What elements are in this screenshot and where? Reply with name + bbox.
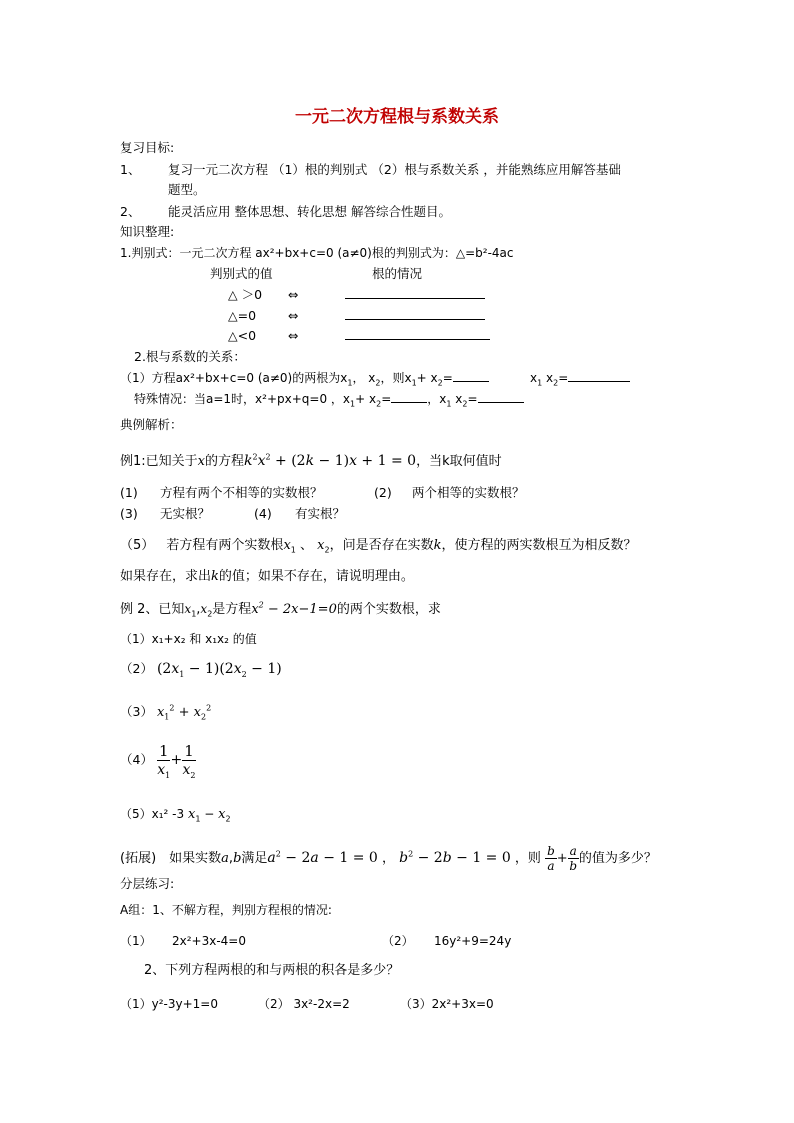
q-text: ，使方程的两实数根互为相反数？	[441, 538, 637, 553]
product-blank	[568, 369, 630, 382]
goal-text: 复习一元二次方程 （1）根的判别式 （2）根与系数关系 ，并能熟练应用解答基础	[168, 162, 621, 177]
ext-text: 满足	[241, 851, 268, 866]
q-label: （5）	[120, 538, 155, 553]
sum-blank	[453, 369, 489, 382]
rc-text: x	[530, 371, 538, 385]
ex1-text: 例1:已知关于	[120, 454, 198, 469]
answer-blank	[345, 298, 485, 299]
equation: 16y²+9=24y	[434, 934, 512, 948]
review-goal-1-cont: 题型。	[168, 182, 206, 197]
q-label: (4)	[254, 506, 272, 521]
delta-gt-zero: △ ＞0	[228, 287, 263, 302]
q-text: （5）x₁² -3	[120, 807, 185, 821]
group-a-q1-equations	[120, 932, 512, 950]
ext-text: 的值为多少？	[578, 851, 657, 866]
iff-icon: ⇔	[288, 308, 299, 323]
ex2-text: 的两个实数根，求	[336, 602, 441, 617]
q-label: (2)	[374, 485, 392, 500]
q-label: （3）	[120, 704, 153, 719]
ext-text: ，则	[514, 851, 541, 866]
goal-number: 1、	[120, 162, 141, 177]
q-text: 两个相等的实数根？	[412, 485, 525, 500]
ex2-q2	[120, 660, 282, 678]
iff-icon: ⇔	[288, 328, 299, 343]
q-text: ，问是否存在实数	[329, 538, 434, 553]
ext-text: (拓展) 如果实数	[120, 851, 222, 866]
equation: （3）2x²+3x=0	[400, 997, 494, 1011]
ex2-q5: （5）x₁² -3 $x_1 - x_2$	[120, 807, 231, 824]
discriminant-line: 1.判别式：一元二次方程 ax²+bx+c=0 (a≠0)根的判别式为：△=b²-4ac	[120, 246, 514, 260]
ex2-q3-expr: $x_1^2 + x_2^2$	[156, 703, 212, 722]
knowledge-heading: 知识整理:	[120, 224, 175, 239]
rc-text: （1）方程ax²+bx+c=0 (a≠0)的两根为x	[120, 371, 348, 385]
delta-eq-zero: △=0	[228, 308, 257, 323]
q-text: 如果存在，求出	[120, 569, 212, 584]
practice-heading: 分层练习:	[120, 876, 175, 891]
ex1-text: 的方程	[205, 454, 245, 469]
q-label: （1）	[120, 934, 152, 948]
roots-coeff-line-1: （1）方程ax²+bx+c=0 (a≠0)的两根为$x_1$， $x_2$，则$x_1+ x_2=$ $x_1$ $x_2=$	[120, 369, 489, 387]
ext-eq-1: $a^2 - 2a - 1 = 0$	[267, 849, 378, 866]
fraction: $\frac{b}{a}$	[547, 844, 555, 873]
ex2-text: 是方程	[212, 602, 252, 617]
ext-eq-2: $b^2 - 2b - 1 = 0$	[399, 849, 511, 866]
goal-number: 2、	[120, 204, 141, 219]
review-goals-heading: 复习目标:	[120, 140, 175, 155]
ex2-text: 例 2、已知	[120, 602, 185, 617]
q-label: （4）	[120, 752, 153, 767]
ex1-text: ，当k取何值时	[416, 454, 502, 469]
extension-problem: (拓展) 如果实数a,b满足$a^2 - 2a - 1 = 0$ ， $b^2 - 2b - 1 = 0$ ，则 $\frac{b}{a}$ + $\frac{a}{b}$ 的值为多少？	[120, 844, 657, 873]
special-text: ，x	[427, 392, 447, 406]
ex2-q2-expr: $(2x_1 - 1)(2x_2 - 1)$	[156, 661, 282, 679]
ex1-q1-row	[120, 484, 525, 502]
q-label: (3)	[120, 506, 138, 521]
review-goal-2	[120, 203, 451, 221]
q-text: 若方程有两个实数根	[166, 538, 284, 553]
examples-heading: 典例解析：	[120, 417, 183, 432]
ex1-equation: $k^2x^2 + (2k - 1)x + 1 = 0$	[244, 452, 417, 469]
fraction: $\frac{a}{b}$	[569, 844, 578, 873]
roots-coeff-heading: 2.根与系数的关系：	[134, 349, 246, 364]
q-label: （2）	[120, 661, 153, 676]
answer-blank	[345, 339, 490, 340]
ex1-q5-line2: 如果存在，求出k的值；如果不存在，请说明理由。	[120, 569, 414, 584]
table-head-roots: 根的情况	[372, 266, 423, 281]
rc-text: ，则x	[380, 371, 412, 385]
iff-icon: ⇔	[288, 287, 299, 302]
ex2-q3	[120, 703, 211, 722]
document-title: 一元二次方程根与系数关系	[295, 107, 499, 127]
fraction: $\frac{1}{x_1}$	[157, 742, 171, 780]
equation: （2） 3x²-2x=2	[258, 997, 350, 1011]
answer-blank	[345, 319, 485, 320]
ex1-q3-row	[120, 505, 346, 523]
example-1-stem: 例1:已知关于x的方程$k^2x^2 + (2k - 1)x + 1 = 0$，当k取何值时	[120, 452, 502, 469]
ex1-q5: （5） 若方程有两个实数根$x_1$ 、 $x_2$，问是否存在实数k，使方程的两实数根互为相反数？	[120, 538, 637, 555]
example-2-stem: 例 2、已知$x_1,x_2$是方程$x^2 - 2x-1=0$的两个实数根，求	[120, 600, 441, 619]
equation: （1）y²-3y+1=0	[120, 997, 218, 1011]
goal-text: 能灵活应用 整体思想、转化思想 解答综合性题目。	[168, 204, 451, 219]
product-blank	[478, 390, 524, 403]
fraction: $\frac{1}{x_2}$	[182, 742, 196, 780]
q-text: 的值；如果不存在，请说明理由。	[218, 569, 414, 584]
equation: 2x²+3x-4=0	[172, 934, 246, 948]
review-goal-1	[120, 161, 621, 179]
ex2-equation: $x^2 - 2x-1=0$	[251, 600, 337, 617]
ex2-q4: （4） $\frac{1}{x_1}$ + $\frac{1}{x_2}$	[120, 742, 196, 780]
group-a-q1: A组：1、不解方程，判别方程根的情况:	[120, 903, 332, 917]
table-head-value: 判别式的值	[210, 266, 273, 281]
special-case-line: 特殊情况：当a=1时，x²+px+q=0 ，$x_1+ x_2=$ ，$x_1$ $x_2=$	[134, 390, 524, 408]
q-label: （2）	[382, 934, 414, 948]
sum-blank	[391, 390, 427, 403]
group-a-q2: 2、下列方程两根的和与两根的积各是多少？	[144, 963, 400, 978]
ex2-q1: （1）x₁+x₂ 和 x₁x₂ 的值	[120, 632, 257, 646]
q-label: (1)	[120, 485, 138, 500]
group-a-q2-equations	[120, 995, 494, 1013]
delta-lt-zero: △<0	[228, 328, 257, 343]
q-text: 无实根？	[160, 506, 211, 521]
q-text: 方程有两个不相等的实数根？	[160, 485, 323, 500]
q-text: 有实根？	[295, 506, 346, 521]
special-text: 特殊情况：当a=1时，x²+px+q=0 ，x	[134, 392, 351, 406]
